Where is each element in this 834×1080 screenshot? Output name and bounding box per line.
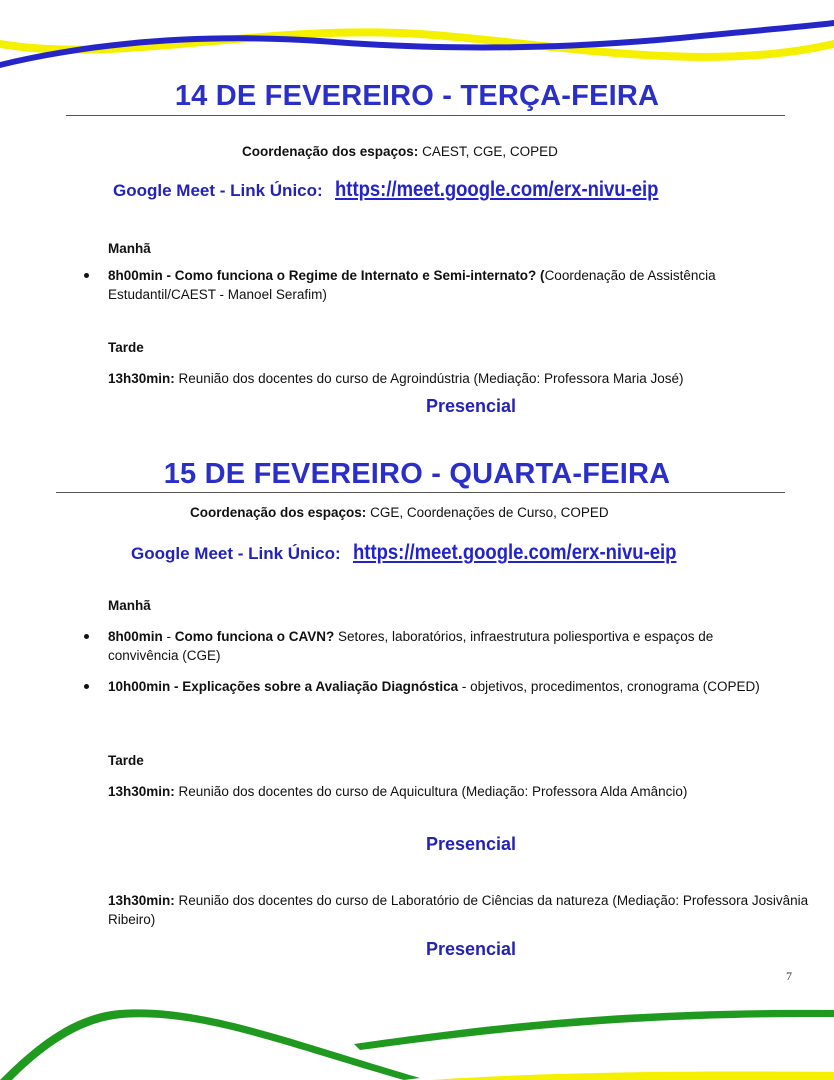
- day1-afternoon-label: Tarde: [108, 340, 144, 355]
- day2-morning-item1-sep: -: [162, 629, 175, 644]
- day1-coordination: [242, 144, 558, 159]
- day2-afternoon-label: Tarde: [108, 753, 144, 768]
- day1-morning-item-title: 8h00min - Como funciona o Regime de Internato e Semi-internato? (: [108, 268, 545, 283]
- day1-morning-item-text: Coordenação de Assistência Estudantil/CAEST - Manoel Serafim): [108, 268, 716, 302]
- day2-afternoon-item1-text: Reunião dos docentes do curso de Aquicultura (Mediação: Professora Alda Amâncio): [174, 784, 688, 799]
- day2-morning-label: Manhã: [108, 598, 151, 613]
- day2-afternoon-item-2: [108, 891, 813, 929]
- day2-presencial-1: Presencial: [425, 834, 517, 854]
- day1-coordination-value: CAEST, CGE, COPED: [418, 144, 558, 159]
- day1-meet-link[interactable]: https://meet.google.com/erx-nivu-eip: [335, 178, 659, 201]
- day1-meet-label: Google Meet - Link Único:: [113, 181, 323, 200]
- day2-coordination-label: Coordenação dos espaços:: [190, 505, 367, 520]
- day2-morning-item1-text: Setores, laboratórios, infraestrutura poliesportiva e espaços de convivência (CGE): [108, 629, 714, 663]
- day2-afternoon-item1-time: 13h30min:: [108, 784, 175, 799]
- day2-morning-item-1: [108, 627, 773, 665]
- top-wave-decoration: [0, 0, 834, 80]
- day1-divider: [66, 115, 785, 116]
- day1-afternoon-item-text: Reunião dos docentes do curso de Agroindústria (Mediação: Professora Maria José): [174, 371, 684, 386]
- day2-meet-label: Google Meet - Link Único:: [131, 544, 341, 563]
- day2-afternoon-item2-time: 13h30min:: [108, 893, 175, 908]
- day2-meet-link[interactable]: https://meet.google.com/erx-nivu-eip: [353, 541, 677, 564]
- day2-coordination: [190, 505, 609, 520]
- bottom-wave-decoration: [0, 990, 834, 1080]
- day1-title: 14 DE FEVEREIRO - TERÇA-FEIRA: [174, 80, 660, 112]
- day1-morning-item: [108, 266, 768, 304]
- page-number: 7: [786, 969, 792, 983]
- day1-coordination-label: Coordenação dos espaços:: [242, 144, 419, 159]
- day1-meet: [113, 178, 703, 202]
- day2-afternoon-item2-text: Reunião dos docentes do curso de Laboratório de Ciências da natureza (Mediação: Professora Josivânia Ribeiro): [108, 893, 809, 927]
- day2-coordination-value: CGE, Coordenações de Curso, COPED: [366, 505, 609, 520]
- day2-morning-item2-title: 10h00min - Explicações sobre a Avaliação Diagnóstica: [108, 679, 459, 694]
- day2-morning-item1-title: Como funciona o CAVN?: [174, 629, 335, 644]
- day1-morning-label: Manhã: [108, 241, 151, 256]
- day2-title: 15 DE FEVEREIRO - QUARTA-FEIRA: [163, 458, 671, 490]
- day1-presencial: Presencial: [425, 396, 517, 416]
- day2-divider: [56, 492, 785, 493]
- day2-morning-item-2: [108, 677, 773, 696]
- day2-morning-item2-text: - objetivos, procedimentos, cronograma (COPED): [458, 679, 760, 694]
- day1-afternoon-item-time: 13h30min:: [108, 371, 175, 386]
- day2-morning-item1-time: 8h00min: [108, 629, 163, 644]
- day2-afternoon-item-1: [108, 782, 788, 801]
- day2-meet: [131, 541, 721, 565]
- day1-afternoon-item: [108, 369, 788, 388]
- day2-presencial-2: Presencial: [425, 939, 517, 959]
